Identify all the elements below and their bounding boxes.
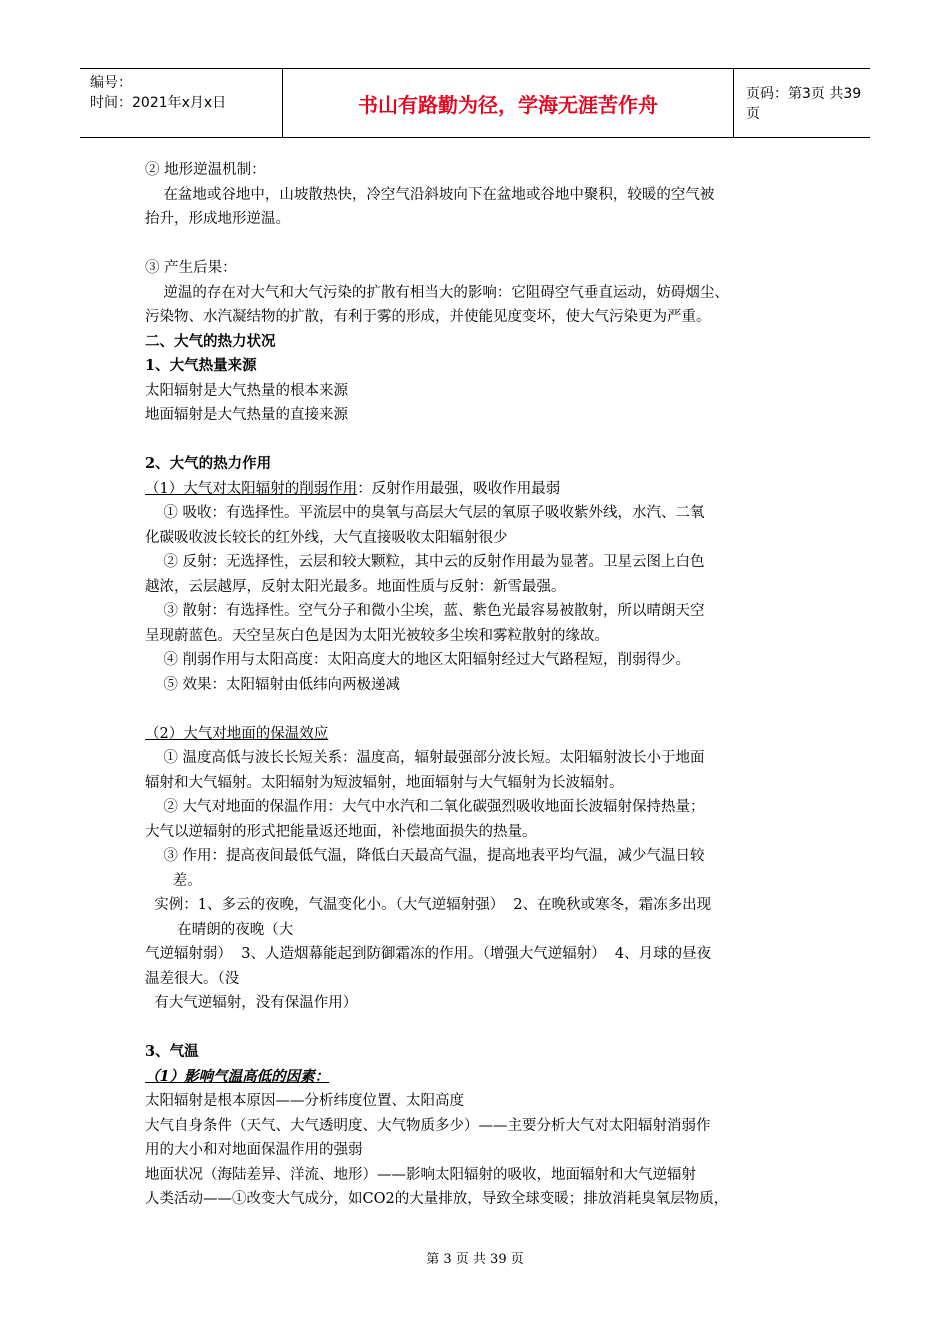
text-line: 用的大小和对地面保温作用的强弱 — [145, 1142, 363, 1158]
text-line: 地面状况（海陆差异、洋流、地形）——影响太阳辐射的吸收，地面辐射和大气逆辐射 — [145, 1166, 696, 1183]
text-line: 大气自身条件（天气、大气透明度、大气物质多少）——主要分析大气对太阳辐射消弱作 — [145, 1117, 711, 1134]
text-line: ② 地形逆温机制： — [145, 162, 266, 178]
serial-label: 编号： — [90, 75, 132, 91]
text-line: 辐射和大气辐射。太阳辐射为短波辐射，地面辐射与大气辐射为长波辐射。 — [145, 774, 624, 791]
text-line: 气逆辐射弱） 3、人造烟幕能起到防御霜冻的作用。（增强大气逆辐射） 4、月球的昼夜 — [145, 946, 712, 962]
text-span: ：反射作用最强，吸收作用最弱 — [357, 480, 561, 497]
text-line: 越浓，云层越厚，反射太阳光最多。地面性质与反射：新雪最强。 — [145, 578, 566, 595]
text-line: 有大气逆辐射，没有保温作用） — [145, 995, 358, 1011]
page-footer: 第 3 页 共 39 页 — [426, 1252, 524, 1267]
text-line: 逆温的存在对大气和大气污染的扩散有相当大的影响：它阻碍空气垂直运动，妨碍烟尘、 — [145, 284, 729, 301]
text-line: 实例：1、多云的夜晚，气温变化小。（大气逆辐射强） 2、在晚秋或寒冬，霜冻多出现 — [145, 897, 712, 913]
text-line: ② 反射：无选择性，云层和较大颗粒，其中云的反射作用最为显著。卫星云图上白色 — [145, 554, 705, 570]
text-line: 在晴朗的夜晚（大 — [145, 921, 294, 938]
text-line: ① 吸收：有选择性。平流层中的臭氧与高层大气层的氧原子吸收紫外线，水汽、二氧 — [145, 505, 705, 521]
text-line: 大气以逆辐射的形式把能量返还地面，补偿地面损失的热量。 — [145, 823, 537, 840]
text-line: 太阳辐射是根本原因——分析纬度位置、太阳高度 — [145, 1093, 464, 1109]
section-heading: 二、大气的热力状况 — [145, 332, 276, 350]
text-line: 差。 — [145, 872, 202, 889]
subsection-heading: 1、大气热量来源 — [145, 357, 257, 374]
text-line: 太阳辐射是大气热量的根本来源 — [145, 382, 348, 399]
text-line: 化碳吸收波长较长的红外线，大气直接吸收太阳辐射很少 — [145, 529, 508, 546]
text-line: 抬升，形成地形逆温。 — [145, 211, 290, 227]
text-line: ⑤ 效果：太阳辐射由低纬向两极递减 — [145, 676, 401, 693]
text-line: ② 大气对地面的保温作用：大气中水汽和二氧化碳强烈吸收地面长波辐射保持热量； — [145, 799, 705, 815]
date-label: 时间：2021年x月x日 — [90, 95, 227, 111]
subsection-heading: 3、气温 — [145, 1043, 199, 1060]
underlined-subheading: （2）大气对地面的保温效应 — [145, 725, 329, 742]
document-body — [145, 158, 825, 1212]
text-line: ④ 削弱作用与太阳高度：太阳高度大的地区太阳辐射经过大气路程短，削弱得少。 — [145, 652, 691, 668]
text-line: 呈现蔚蓝色。天空呈灰白色是因为太阳光被较多尘埃和雾粒散射的缘故。 — [145, 627, 609, 644]
text-line: ③ 产生后果： — [145, 260, 237, 276]
text-line: ③ 作用：提高夜间最低气温，降低白天最高气温，提高地表平均气温，减少气温日较 — [145, 848, 705, 864]
text-line: 地面辐射是大气热量的直接来源 — [145, 407, 348, 423]
header-page-number: 页码：第3页 共39页 — [746, 86, 862, 122]
header-motto: 书山有路勤为径，学海无涯苦作舟 — [282, 69, 734, 137]
underlined-subheading: （1）大气对太阳辐射的削弱作用 — [145, 480, 358, 497]
text-line — [145, 477, 825, 502]
text-line: ① 温度高低与波长长短关系：温度高，辐射最强部分波长短。太阳辐射波长小于地面 — [145, 750, 705, 766]
page-header — [80, 68, 870, 138]
subsection-heading: 2、大气的热力作用 — [145, 455, 272, 472]
text-line: 人类活动——①改变大气成分，如CO2的大量排放，导致全球变暖；排放消耗臭氧层物质， — [145, 1191, 729, 1207]
underlined-subheading: （1）影响气温高低的因素： — [145, 1067, 330, 1085]
text-line: 温差很大。（没 — [145, 970, 240, 987]
text-line: 在盆地或谷地中，山坡散热快，冷空气沿斜坡向下在盆地或谷地中聚积，较暖的空气被 — [145, 186, 715, 203]
header-meta — [80, 69, 280, 137]
text-line: 污染物、水汽凝结物的扩散，有利于雾的形成，并使能见度变坏，使大气污染更为严重。 — [145, 309, 711, 325]
text-line: ③ 散射：有选择性。空气分子和微小尘埃，蓝、紫色光最容易被散射，所以晴朗天空 — [145, 603, 705, 619]
